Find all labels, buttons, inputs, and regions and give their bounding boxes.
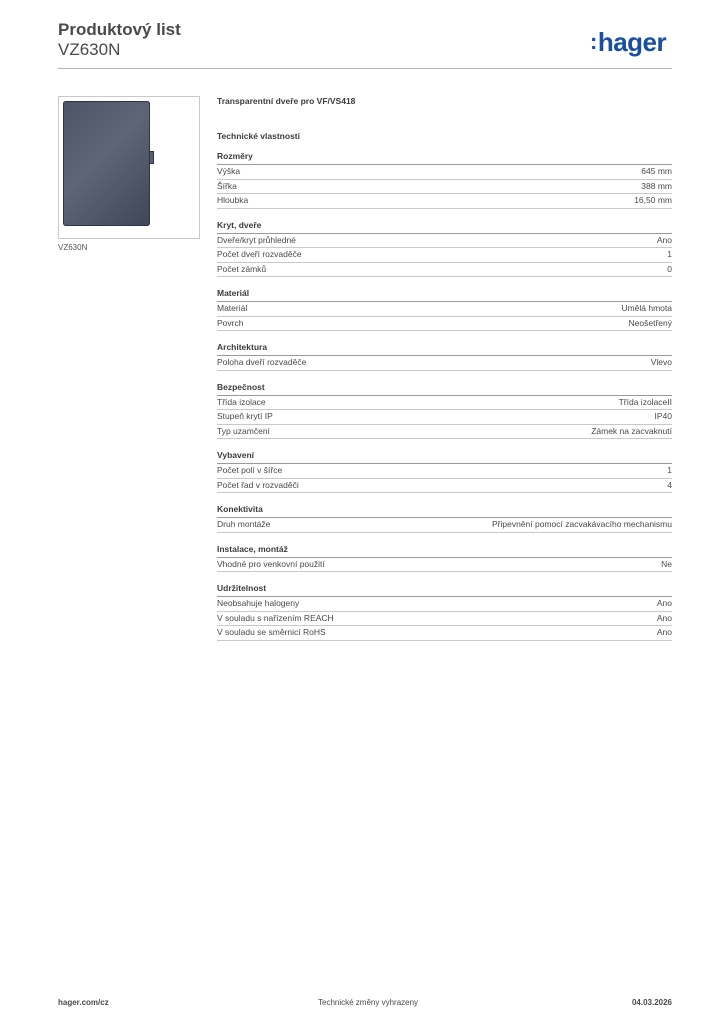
spec-row [217,396,672,411]
footer-website[interactable]: hager.com/cz [58,998,109,1007]
spec-value: Ano [656,598,672,608]
spec-row [217,263,672,278]
spec-label: Dveře/kryt průhledné [217,234,296,245]
image-caption: VZ630N [58,243,88,252]
spec-row [217,425,672,440]
footer-date: 04.03.2026 [631,998,672,1007]
section-header: Rozměry [217,150,672,165]
section-header: Vybavení [217,449,672,464]
section-header: Konektivita [217,503,672,518]
spec-label: Počet dveří rozvaděče [217,249,302,259]
spec-label: Výška [217,166,241,176]
spec-value: Vlevo [650,357,672,367]
spec-label: Druh montáže [217,519,271,529]
spec-value: Ano [656,612,672,623]
spec-value: Ne [661,558,672,569]
spec-value: Zámek na zacvaknutí [591,425,672,436]
hager-logo [590,27,666,59]
spec-label: Neobsahuje halogeny [217,598,300,608]
spec-sections [217,150,672,641]
spec-row [217,165,672,180]
spec-label: Vhodné pro venkovní použití [217,558,325,569]
spec-row [217,302,672,317]
spec-value: 0 [667,263,672,274]
spec-value: Ano [656,627,672,637]
product-image-frame [58,96,200,239]
logo-colon: : [590,29,597,54]
document-header [58,20,181,60]
spec-label: V souladu s nařízením REACH [217,612,334,623]
product-title: Transparentní dveře pro VF/VS418 [217,96,356,106]
section-header: Udržitelnost [217,582,672,597]
spec-label: Hloubka [217,195,249,205]
section-header: Architektura [217,341,672,356]
spec-label: Šířka [217,180,237,191]
product-image [63,101,153,228]
spec-row [217,597,672,612]
spec-row [217,558,672,573]
spec-value: Neošetřený [628,317,672,328]
spec-row [217,410,672,425]
spec-value: 1 [667,249,672,259]
spec-label: Počet zámků [217,263,267,274]
spec-label: Povrch [217,317,244,328]
spec-row [217,194,672,209]
spec-row [217,464,672,479]
spec-row [217,356,672,371]
footer-disclaimer: Technické změny vyhrazeny [318,998,419,1007]
spec-value: Třída izolaceII [618,396,672,407]
spec-row [217,317,672,332]
door-panel [63,101,150,226]
logo-text: hager [597,27,667,57]
spec-label: V souladu se směrnicí RoHS [217,627,326,637]
spec-value: Připevnění pomocí zacvakávacího mechanismu [491,519,672,529]
spec-label: Počet řad v rozvaděči [217,479,299,490]
spec-label: Třída izolace [217,396,266,407]
spec-value: 388 mm [641,180,672,191]
spec-value: 645 mm [641,166,672,176]
spec-row [217,234,672,249]
section-header: Instalace, montáž [217,543,672,558]
spec-label: Počet polí v šířce [217,465,283,475]
spec-value: Ano [656,234,672,245]
spec-value: 1 [667,465,672,475]
spec-value: 16,50 mm [634,195,672,205]
section-header: Materiál [217,287,672,302]
specs-content [217,95,672,641]
tech-heading: Technické vlastnosti [217,131,300,141]
header-divider [58,68,672,69]
spec-row [217,479,672,494]
spec-value: Umělá hmota [621,303,672,313]
spec-row [217,612,672,627]
spec-row [217,518,672,533]
product-code: VZ630N [58,40,121,59]
section-header: Kryt, dveře [217,219,672,234]
spec-value: 4 [667,479,672,490]
spec-row [217,248,672,263]
spec-row [217,180,672,195]
spec-label: Materiál [217,303,248,313]
spec-label: Stupeň krytí IP [217,411,273,421]
section-header: Bezpečnost [217,381,672,396]
spec-label: Poloha dveří rozvaděče [217,357,307,367]
door-latch [149,151,154,164]
document-title: Produktový list [58,20,181,39]
spec-value: IP40 [654,411,672,421]
spec-label: Typ uzamčení [217,425,270,436]
spec-row [217,626,672,641]
